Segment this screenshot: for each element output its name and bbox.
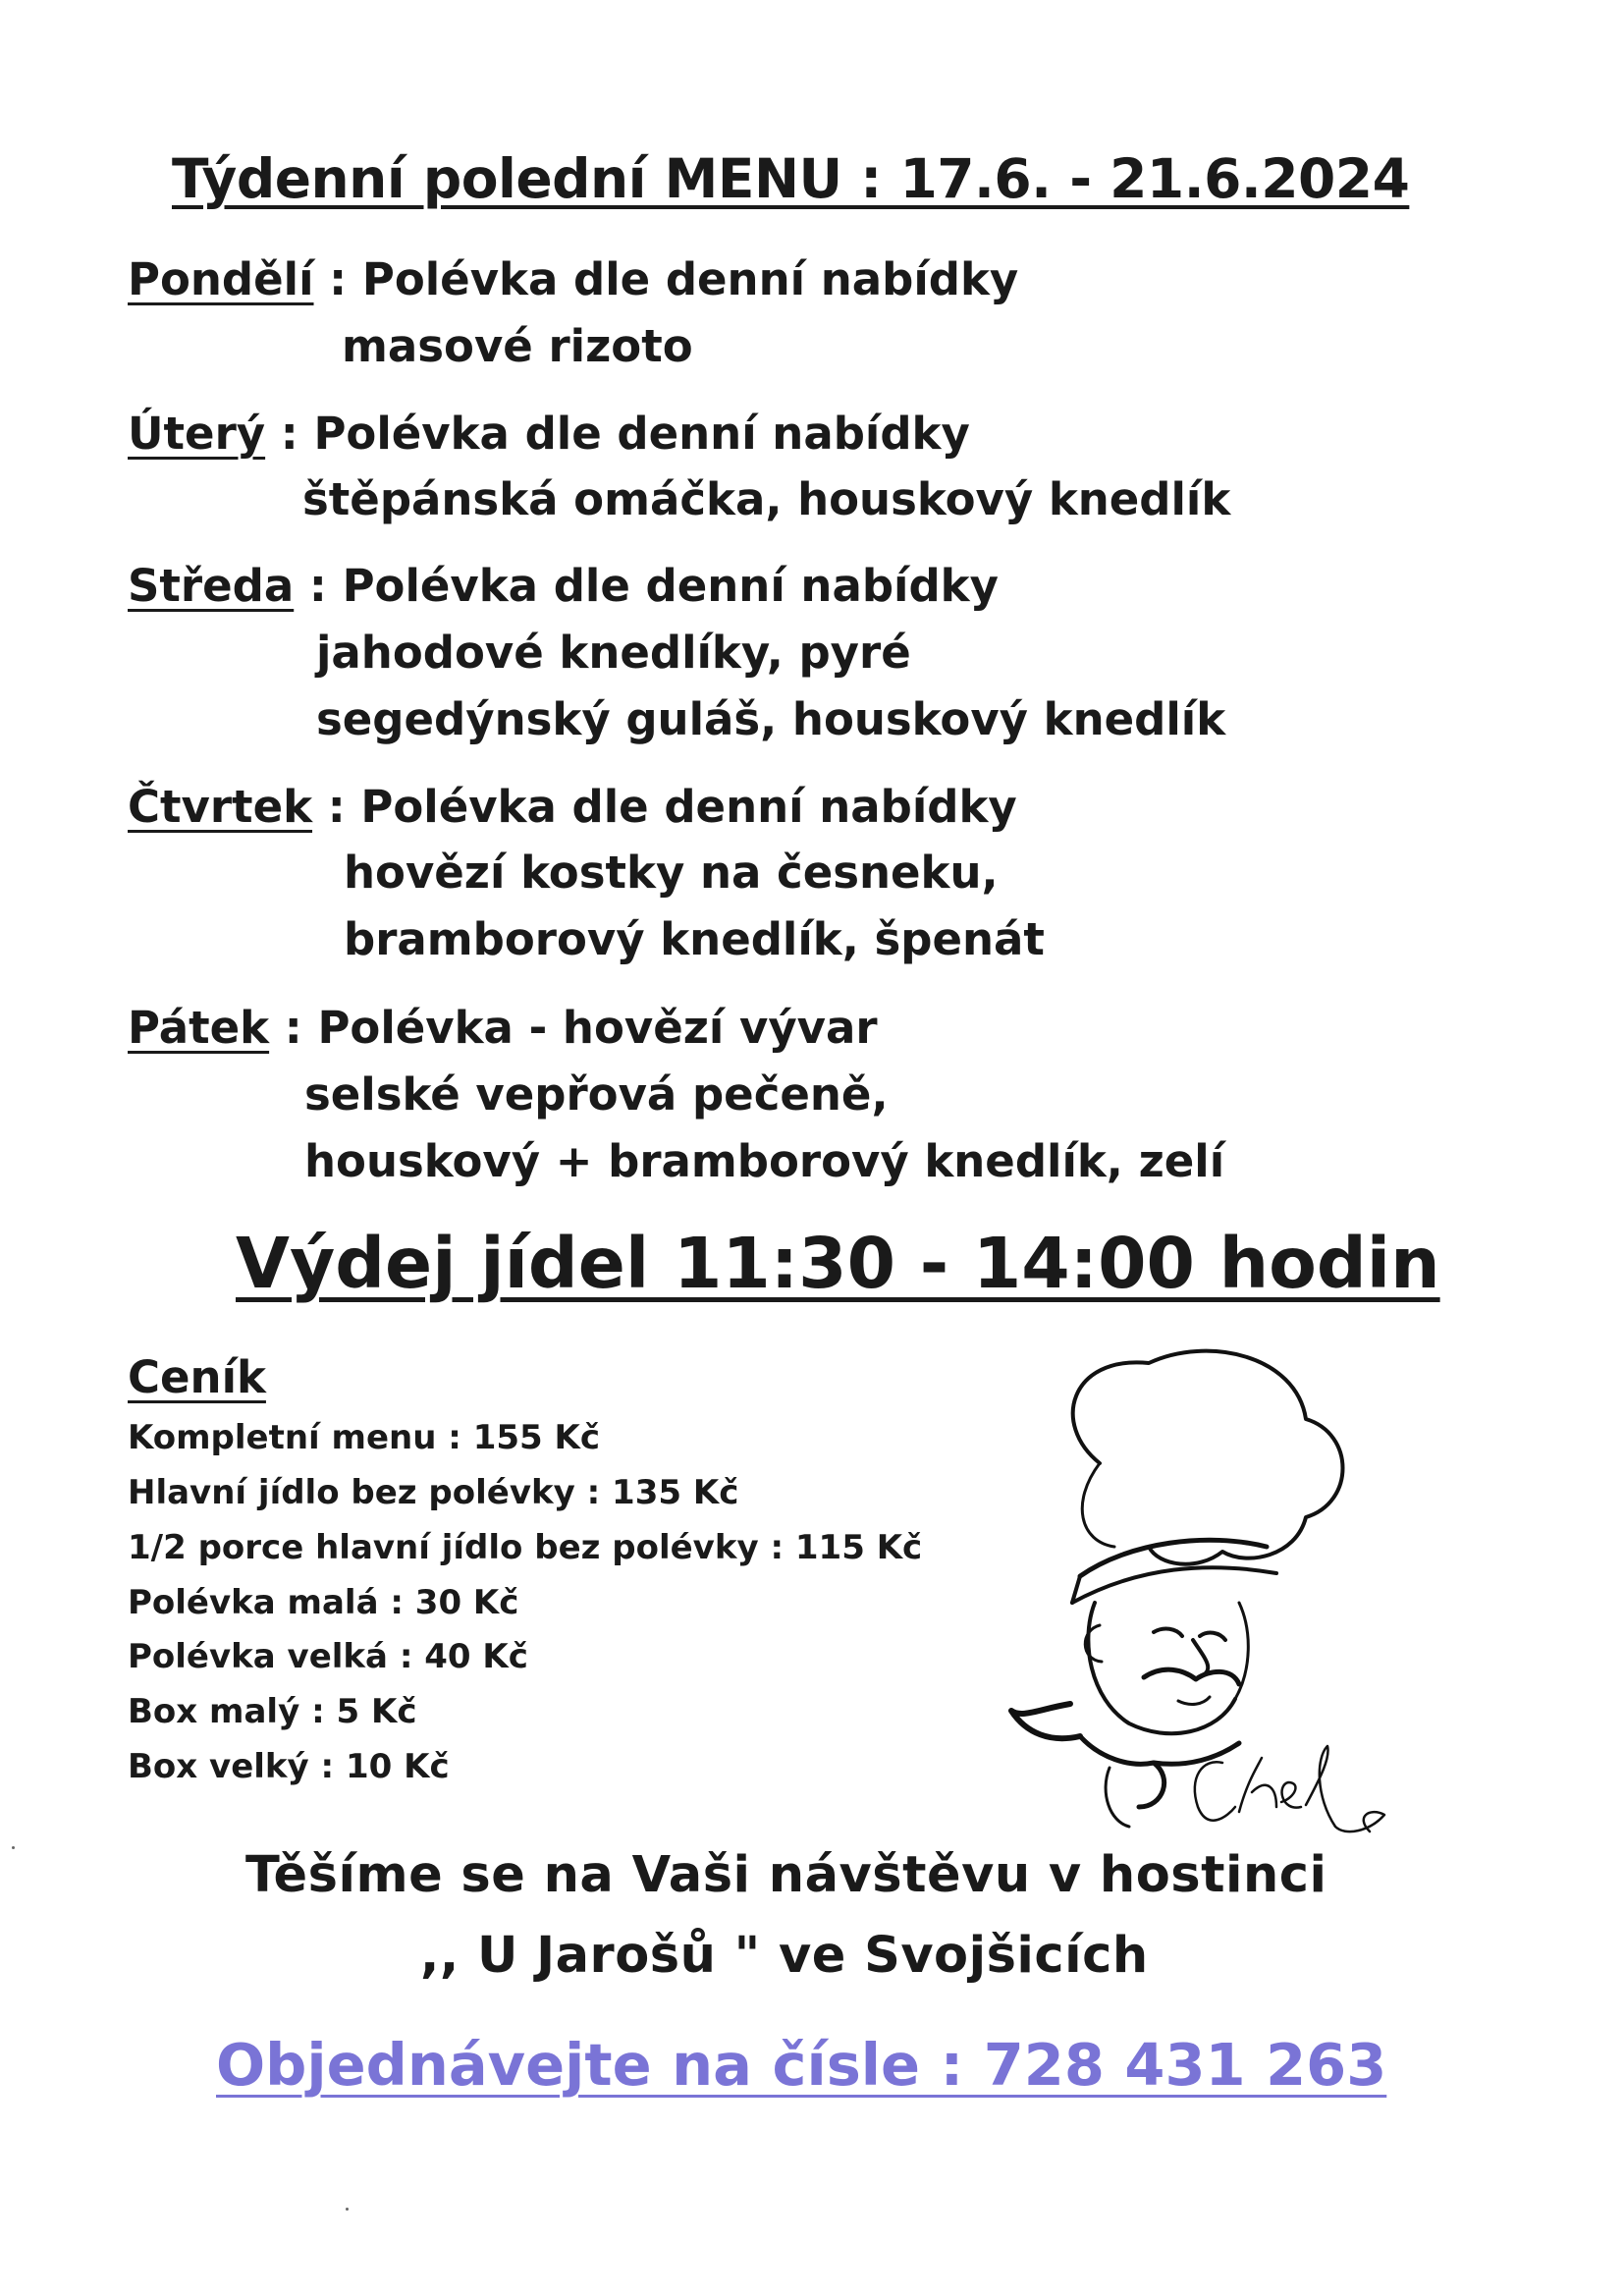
day-separator: :: [312, 781, 361, 833]
price-item: Box velký : 10 Kč: [128, 1747, 450, 1786]
day-heading-line: [128, 408, 970, 460]
order-phone-line: Objednávejte na čísle : 728 431 263: [216, 2031, 1387, 2099]
menu-line: selské vepřová pečeně,: [304, 1068, 889, 1121]
price-item: 1/2 porce hlavní jídlo bez polévky : 115 Kč: [128, 1528, 923, 1567]
day-name: Pondělí: [128, 253, 314, 305]
closing-line-1: Těšíme se na Vaši návštěvu v hostinci: [245, 1846, 1327, 1904]
price-item: Polévka velká : 40 Kč: [128, 1637, 528, 1676]
chef-illustration: [982, 1345, 1443, 1836]
price-item: Kompletní menu : 155 Kč: [128, 1418, 601, 1457]
menu-line: houskový + bramborový knedlík, zelí: [304, 1135, 1225, 1187]
menu-line: Polévka dle denní nabídky: [313, 408, 970, 460]
menu-line: Polévka - hovězí vývar: [317, 1002, 878, 1054]
day-separator: :: [294, 560, 343, 612]
scan-speck: [12, 1846, 15, 1849]
menu-title: Týdenní polední MENU : 17.6. - 21.6.2024: [172, 147, 1410, 210]
day-heading-line: [128, 781, 1017, 833]
menu-line: štěpánská omáčka, houskový knedlík: [302, 473, 1231, 525]
price-item: Polévka malá : 30 Kč: [128, 1583, 519, 1622]
menu-line: bramborový knedlík, špenát: [344, 913, 1045, 965]
day-separator: :: [269, 1002, 318, 1054]
price-list-title: Ceník: [128, 1351, 266, 1403]
day-heading-line: [128, 1002, 878, 1054]
menu-line: Polévka dle denní nabídky: [360, 781, 1017, 833]
service-hours: Výdej jídel 11:30 - 14:00 hodin: [236, 1223, 1440, 1304]
day-heading-line: [128, 253, 1018, 305]
price-item: Hlavní jídlo bez polévky : 135 Kč: [128, 1473, 739, 1512]
scan-speck: [346, 2208, 349, 2211]
day-name: Středa: [128, 560, 295, 612]
day-name: Čtvrtek: [128, 781, 313, 833]
menu-line: segedýnský guláš, houskový knedlík: [316, 693, 1226, 745]
menu-line: hovězí kostky na česneku,: [344, 847, 999, 899]
day-heading-line: [128, 560, 999, 612]
menu-line: Polévka dle denní nabídky: [342, 560, 999, 612]
menu-line: Polévka dle denní nabídky: [361, 253, 1019, 305]
closing-line-2: ,, U Jarošů " ve Svojšicích: [420, 1927, 1149, 1985]
day-separator: :: [313, 253, 362, 305]
menu-line: masové rizoto: [342, 320, 693, 372]
day-name: Úterý: [128, 408, 266, 460]
price-item: Box malý : 5 Kč: [128, 1692, 417, 1731]
menu-line: jahodové knedlíky, pyré: [316, 627, 911, 679]
day-name: Pátek: [128, 1002, 270, 1054]
day-separator: :: [265, 408, 314, 460]
